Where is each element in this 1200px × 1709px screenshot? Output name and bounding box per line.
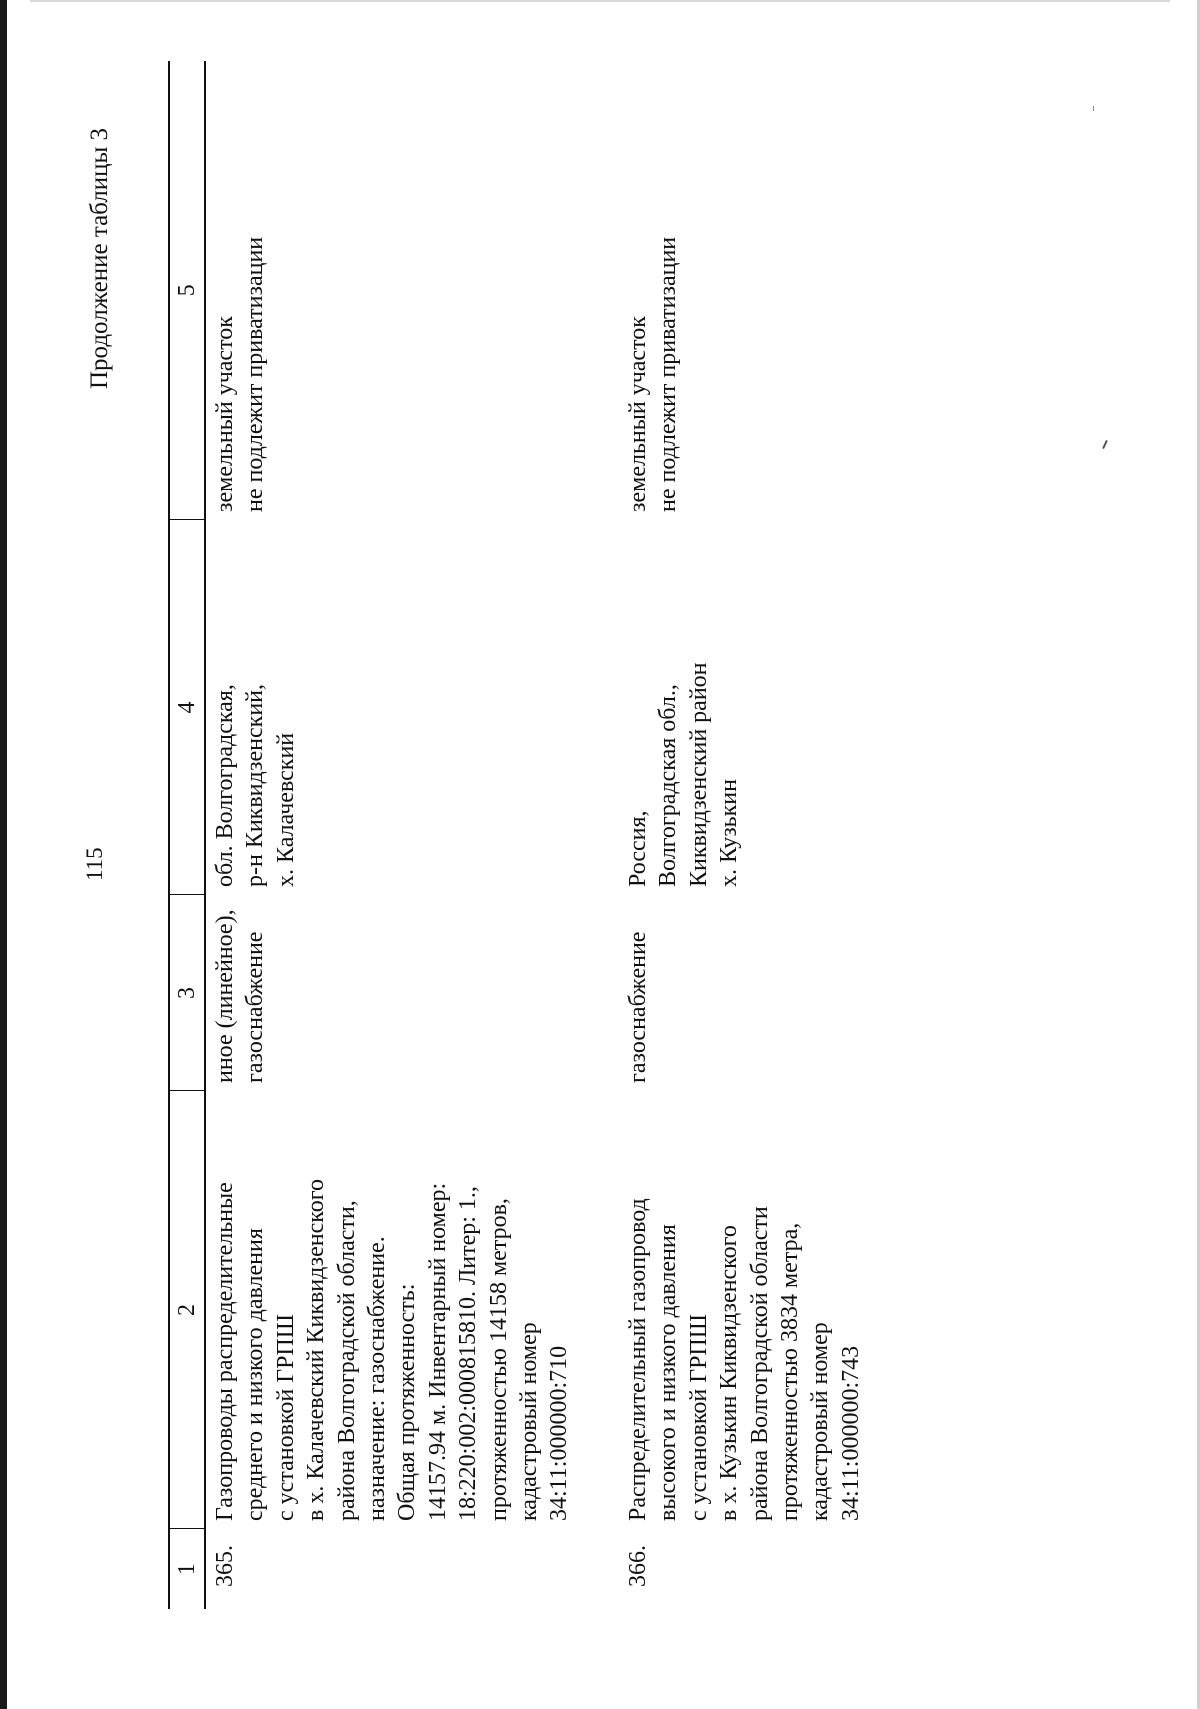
object-description: Распределительный газопровод высокого и низкого давления с установкой ГРПШ в х. Кузькин Киквидзенского района Волгоградской области протяженностью 3834 метра, кадастровый номер 34:11:000000:743 [624, 1198, 864, 1521]
column-header-5: 5 [169, 61, 205, 520]
column-header-2: 2 [169, 1091, 205, 1529]
page-number: 115 [82, 847, 107, 881]
object-address: Россия, Волгоградская обл., Киквидзенский район х. Кузькин [624, 662, 743, 887]
column-header-1: 1 [169, 1529, 205, 1609]
table-row [205, 61, 575, 1609]
object-note: земельный участок не подлежит приватизации [624, 236, 682, 512]
object-address: обл. Волгоградская, р-н Киквидзенский, х. Калачевский [212, 683, 299, 887]
table-header-row [169, 61, 205, 1609]
table-continuation-label: Продолжение таблицы 3 [86, 127, 113, 389]
row-number: 366. [624, 1545, 651, 1587]
object-description: Газопроводы распределительные среднего и низкого давления с установкой ГРПШ в х. Калачевский Киквидзенского района Волгоградской области, назначение: газоснабжение. Общая протяженность: 14157.94 м. Инвентарный номер: 18:220:002:000815810. Литер: 1., протяженностью 14158 метров, кадастровый номер 34:11:000000:710 [212, 1179, 573, 1521]
column-header-3: 3 [169, 895, 205, 1091]
object-purpose: газоснабжение [624, 931, 651, 1083]
object-note: земельный участок не подлежит приватизации [212, 236, 269, 512]
row-number: 365. [212, 1545, 238, 1587]
table-row [575, 61, 866, 1609]
column-header-4: 4 [169, 520, 205, 895]
object-purpose: иное (линейное), газоснабжение [212, 909, 269, 1083]
property-table [168, 61, 866, 1609]
